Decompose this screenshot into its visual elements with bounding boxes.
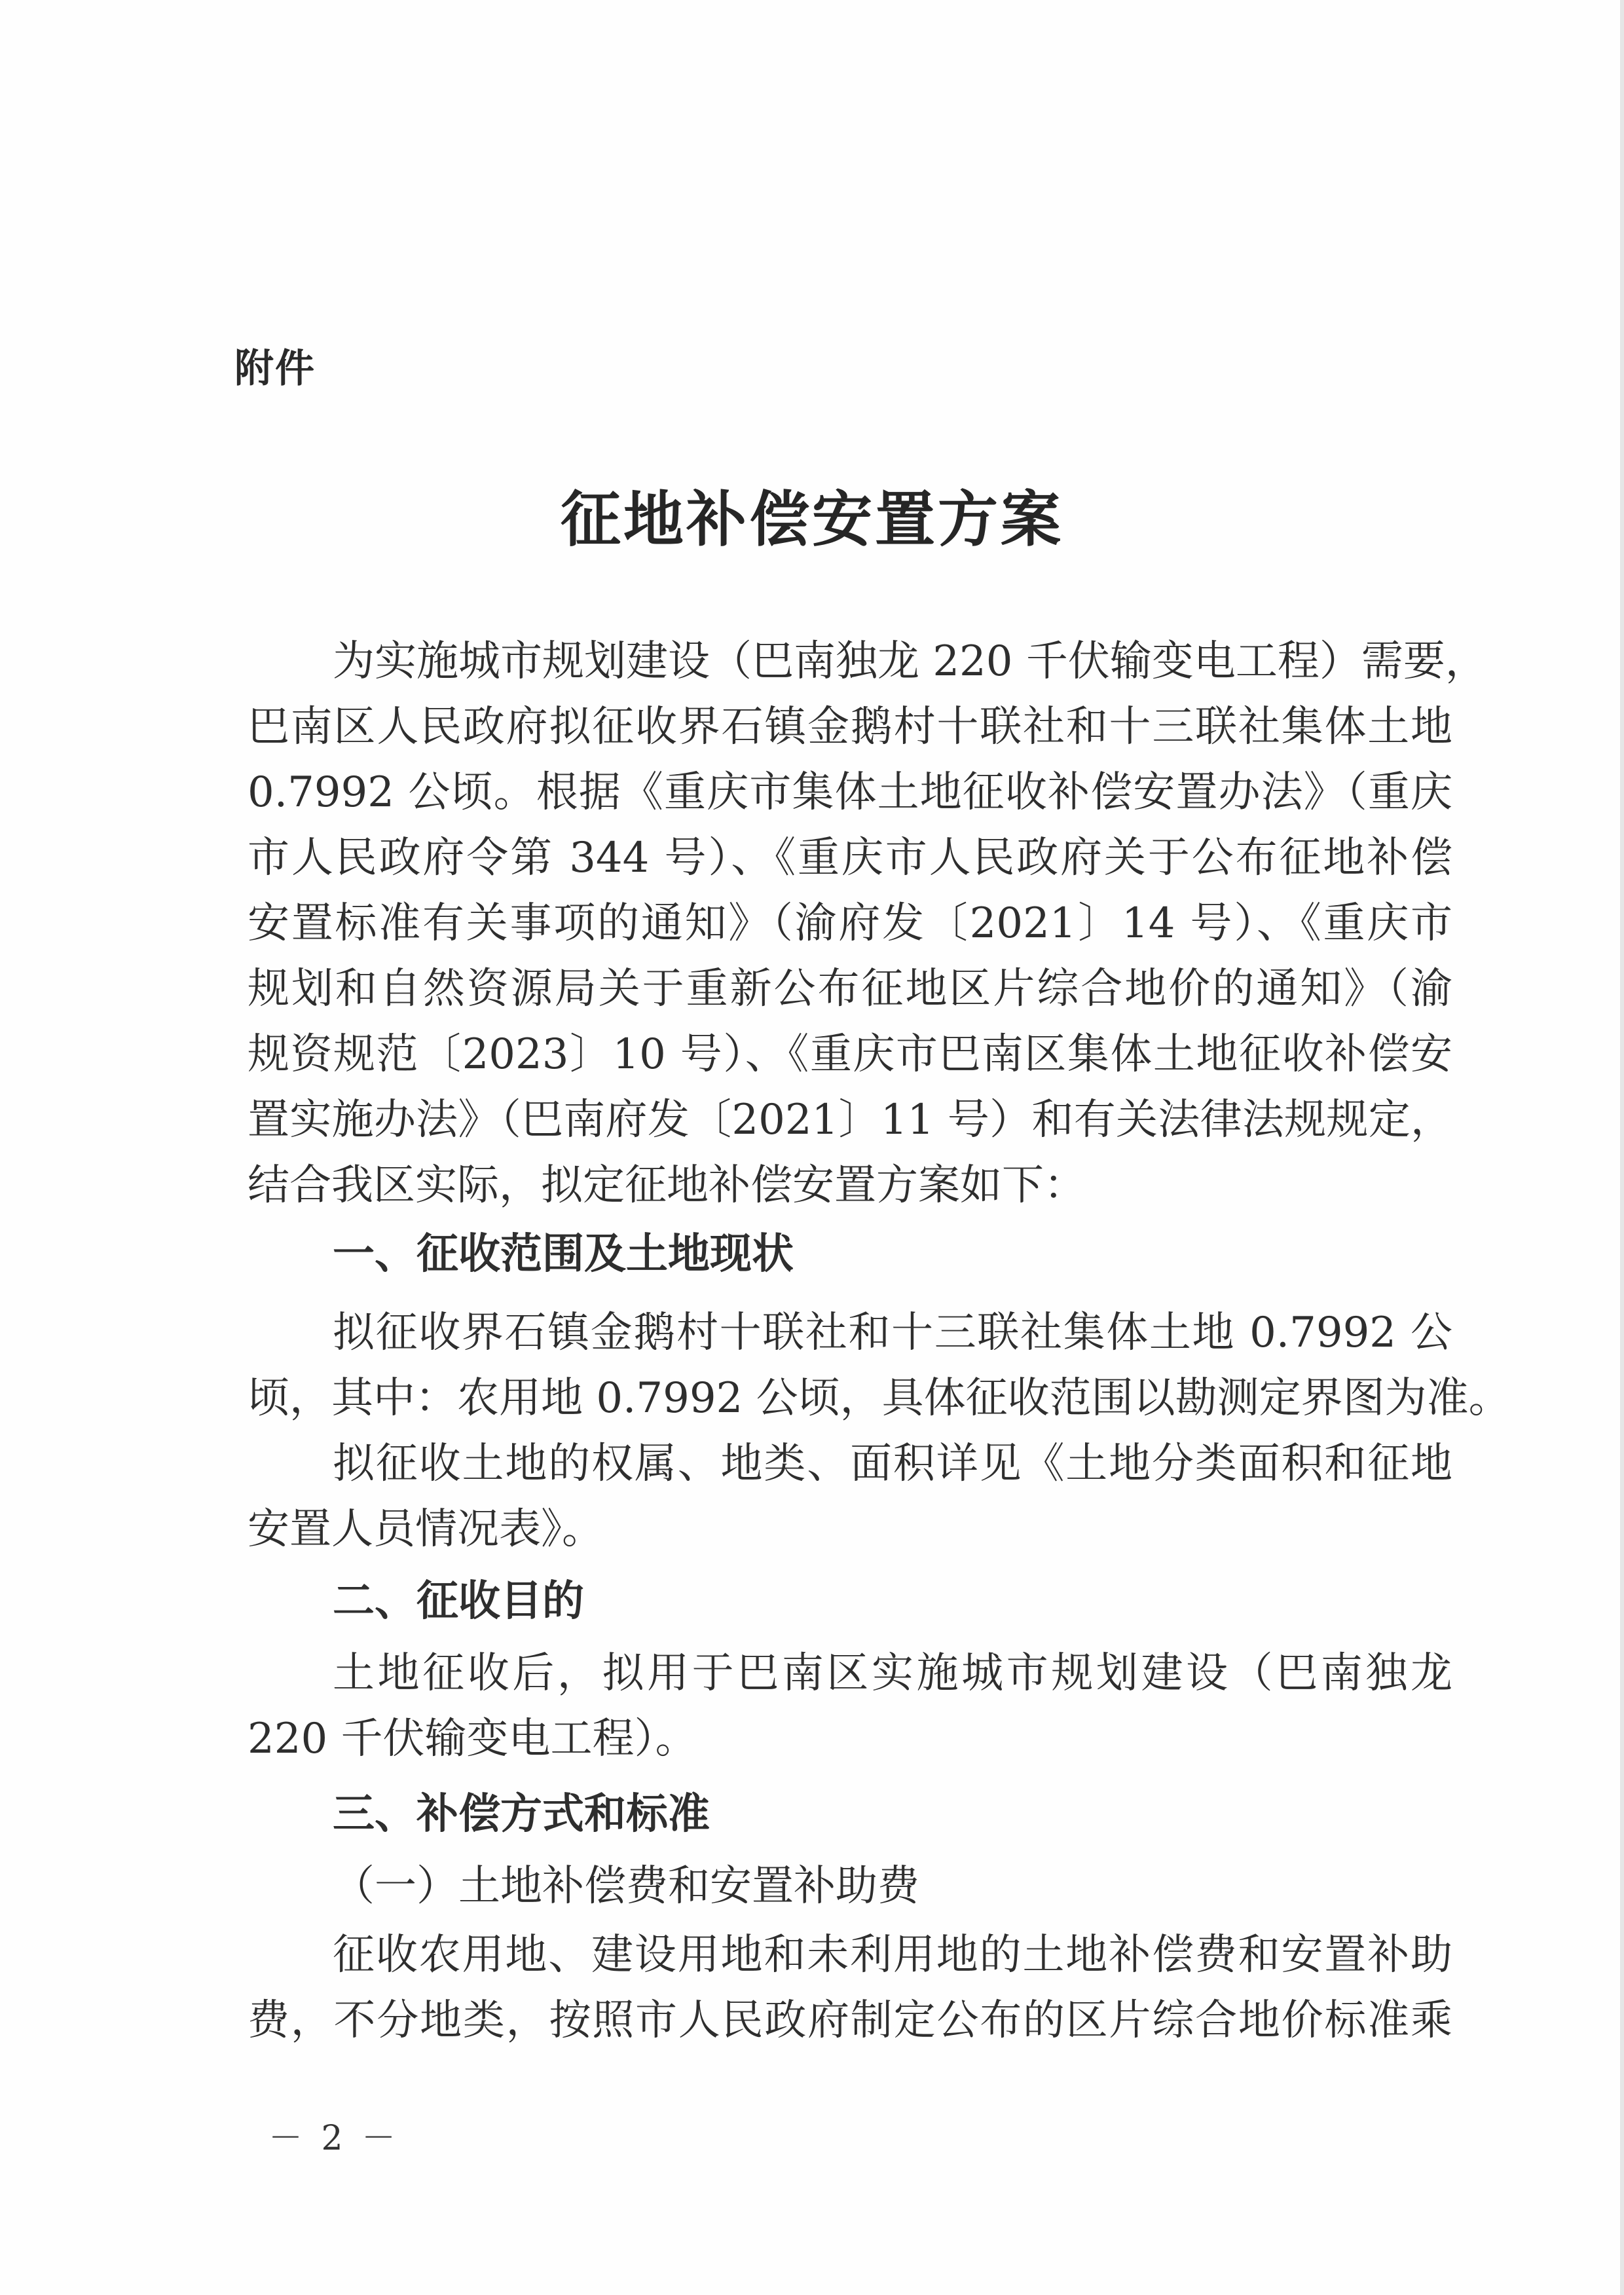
paragraph-line: 安置标准有关事项的通知》（渝府发〔2021〕14 号）、《重庆市 <box>248 899 1452 948</box>
paragraph-line: 0.7992 公顷。根据《重庆市集体土地征收补偿安置办法》（重庆 <box>248 768 1452 817</box>
paragraph-line: 市人民政府令第 344 号）、《重庆市人民政府关于公布征地补偿 <box>248 834 1452 882</box>
subsection-heading: （一）土地补偿费和安置补助费 <box>333 1862 919 1911</box>
paragraph-line: 费，不分地类，按照市人民政府制定公布的区片综合地价标准乘 <box>248 1996 1452 2045</box>
paragraph-line: 规资规范〔2023〕10 号）、《重庆市巴南区集体土地征收补偿安 <box>248 1030 1452 1079</box>
paragraph-line: 安置人员情况表》。 <box>248 1505 604 1554</box>
section-heading: 一、征收范围及土地现状 <box>333 1230 794 1278</box>
document-title: 征地补偿安置方案 <box>560 484 1063 555</box>
page-number: － 2 － <box>268 2119 400 2158</box>
scan-edge <box>1620 0 1624 2295</box>
paragraph-line: 巴南区人民政府拟征收界石镇金鹅村十联社和十三联社集体土地 <box>248 703 1452 751</box>
section-heading: 二、征收目的 <box>333 1577 584 1626</box>
attachment-label: 附件 <box>234 346 316 392</box>
paragraph-line: 规划和自然资源局关于重新公布征地区片综合地价的通知》（渝 <box>248 965 1452 1013</box>
paragraph-line: 拟征收土地的权属、地类、面积详见《土地分类面积和征地 <box>333 1440 1452 1488</box>
paragraph-line: 征收农用地、建设用地和未利用地的土地补偿费和安置补助 <box>333 1931 1452 1979</box>
paragraph-line: 220 千伏输变电工程）。 <box>248 1715 697 1763</box>
paragraph-line: 顷，其中：农用地 0.7992 公顷，具体征收范围以勘测定界图为准。 <box>248 1374 1511 1423</box>
section-heading: 三、补偿方式和标准 <box>333 1790 710 1838</box>
paragraph-line: 结合我区实际，拟定征地补偿安置方案如下： <box>248 1161 1086 1210</box>
paragraph-line: 为实施城市规划建设（巴南独龙 220 千伏输变电工程）需要， <box>333 637 1487 686</box>
paragraph-line: 置实施办法》（巴南府发〔2021〕11 号）和有关法律法规规定， <box>248 1096 1452 1144</box>
paragraph-line: 拟征收界石镇金鹅村十联社和十三联社集体土地 0.7992 公 <box>333 1309 1452 1357</box>
paragraph-line: 土地征收后，拟用于巴南区实施城市规划建设（巴南独龙 <box>333 1649 1452 1698</box>
